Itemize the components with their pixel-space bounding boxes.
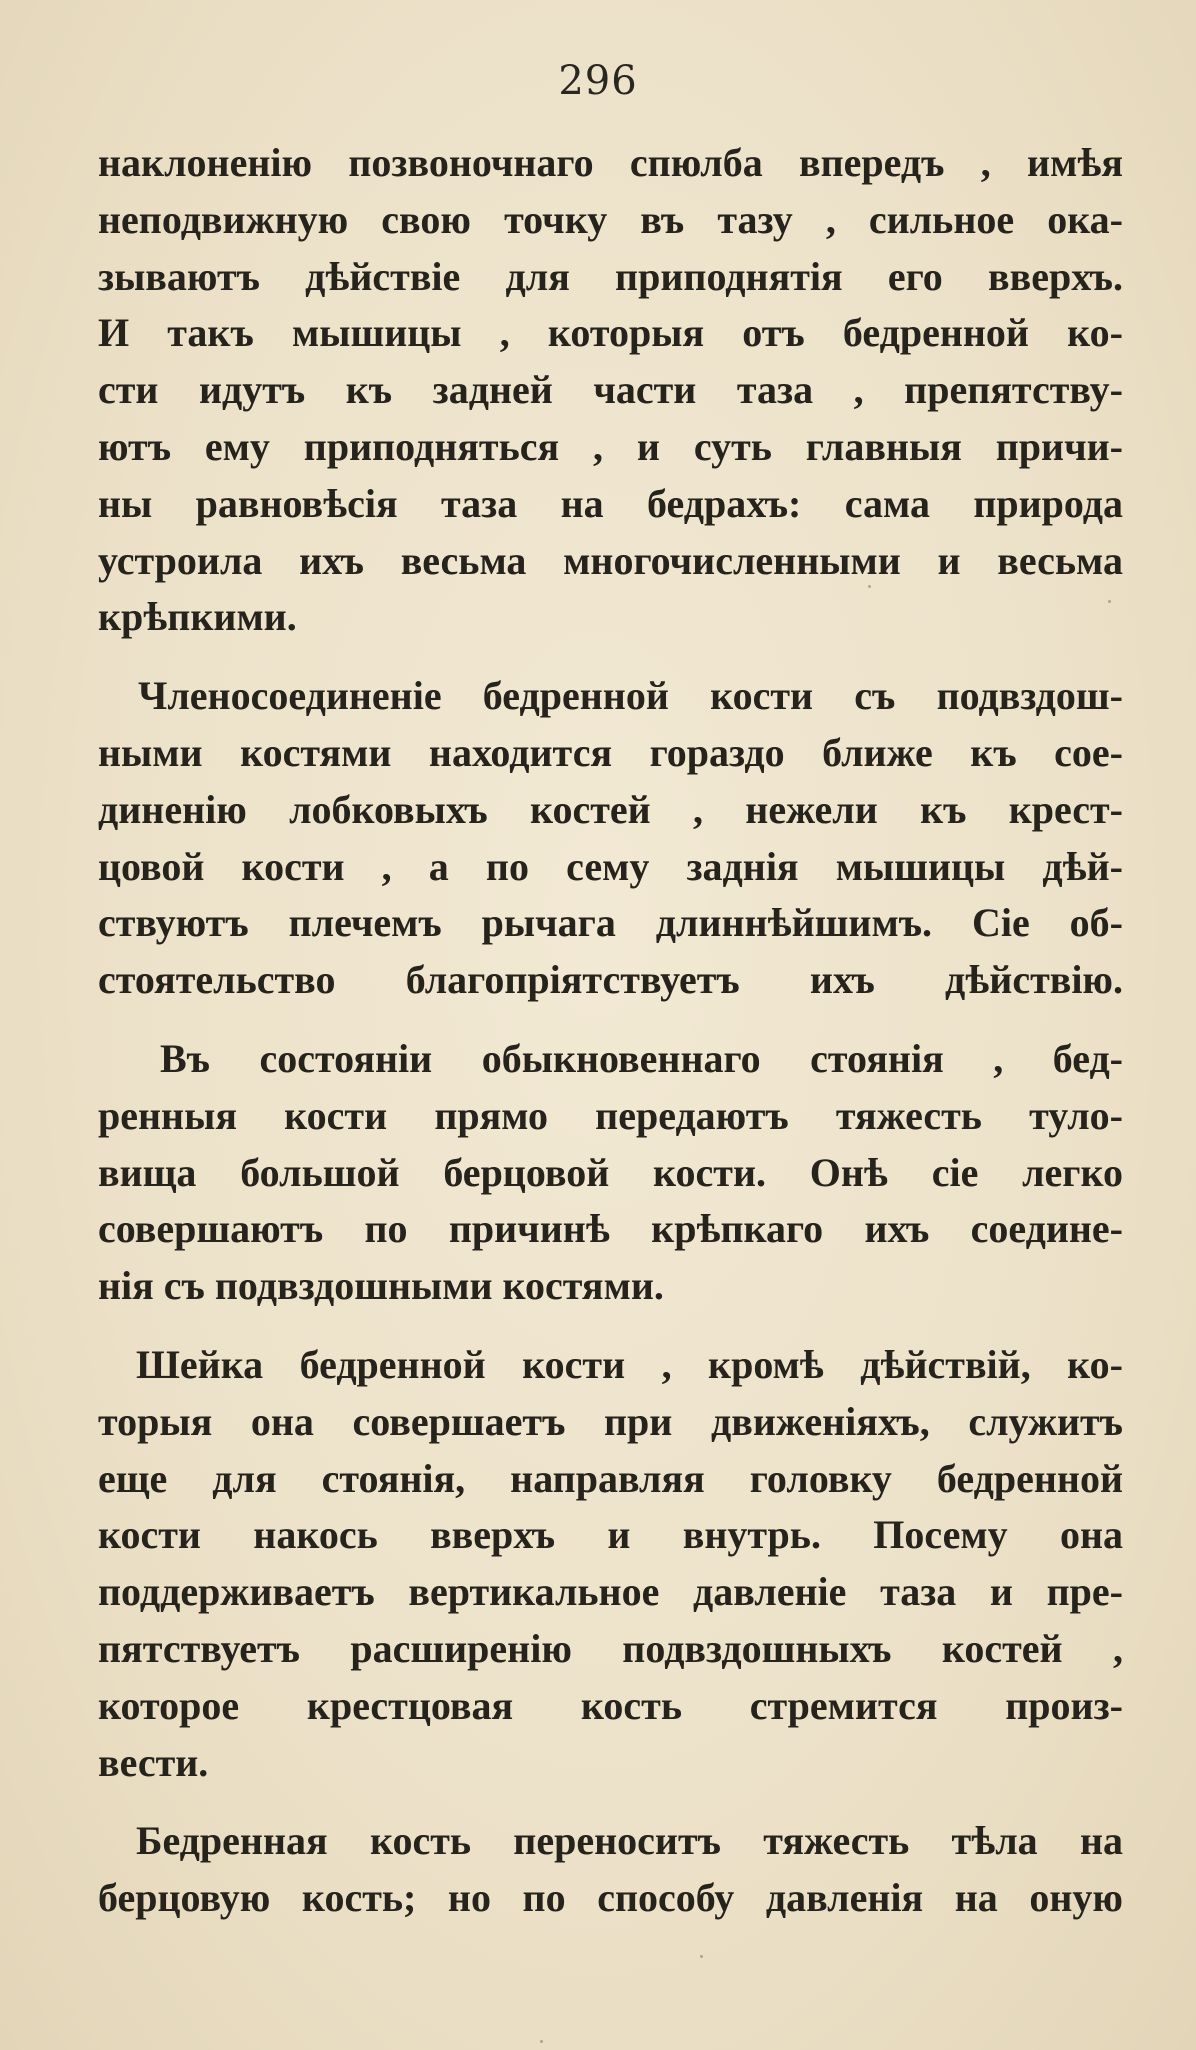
- text-line: совершаютъ по причинѣ крѣпкаго ихъ соедине-: [98, 1206, 1123, 1252]
- text-line: нія съ подвздошными костями.: [98, 1263, 664, 1309]
- paper-speck: [868, 585, 871, 588]
- text-line: ными костями находится гораздо ближе къ сое-: [98, 729, 1123, 775]
- paragraph-4: [98, 1337, 1123, 1791]
- paragraph-5: [98, 1813, 1123, 1927]
- text-line: цовой кости , а по сему заднія мышицы дѣй-: [98, 843, 1123, 889]
- text-line: зываютъ дѣйствіе для приподнятія его вверхъ.: [98, 253, 1123, 299]
- paper-speck: [1108, 600, 1111, 603]
- paper-speck: [540, 2040, 543, 2043]
- paragraph-1: [98, 135, 1123, 646]
- text-line: Бедренная кость переноситъ тяжесть тѣла на: [136, 1818, 1123, 1864]
- text-line: кости накось вверхъ и внутрь. Посему она: [98, 1512, 1123, 1558]
- paragraph-3: [98, 1031, 1123, 1315]
- text-line: пятствуетъ расширенію подвздошныхъ костей ,: [98, 1625, 1123, 1671]
- text-line: ны равновѣсія таза на бедрахъ: сама природа: [98, 480, 1123, 526]
- text-line: крѣпкими.: [98, 594, 297, 640]
- text-line: Шейка бедренной кости , кромѣ дѣйствій, ко-: [136, 1341, 1123, 1387]
- text-line: диненію лобковыхъ костей , нежели къ крест-: [98, 786, 1123, 832]
- text-line: вища большой берцовой кости. Онѣ сіе легко: [98, 1149, 1123, 1195]
- text-line: сти идутъ къ задней части таза , препятству-: [98, 367, 1123, 413]
- body-text: [98, 135, 1123, 1949]
- text-line: Членосоединеніе бедренной кости съ подвздош-: [138, 673, 1123, 719]
- text-line: неподвижную свою точку въ тазу , сильное ока-: [98, 196, 1123, 242]
- text-line: Въ состояніи обыкновеннаго стоянія , бед-: [160, 1035, 1123, 1081]
- text-line: И такъ мышицы , которыя отъ бедренной ко-: [98, 310, 1123, 356]
- text-line: наклоненію позвоночнаго спюлба впередъ , имѣя: [98, 140, 1123, 185]
- paper-speck: [700, 1955, 703, 1958]
- text-line: ствуютъ плечемъ рычага длиннѣйшимъ. Сіе об-: [98, 900, 1123, 946]
- text-line: ренныя кости прямо передаютъ тяжесть туло-: [98, 1092, 1123, 1138]
- page-number: 296: [558, 58, 638, 104]
- text-line: еще для стоянія, направляя головку бедренной: [98, 1455, 1123, 1501]
- text-line: устроила ихъ весьма многочисленными и весьма: [98, 537, 1123, 583]
- text-line: берцовую кость; но по способу давленія на оную: [98, 1875, 1123, 1921]
- text-line: ютъ ему приподняться , и суть главныя причи-: [98, 423, 1123, 469]
- text-line: стоятельство благопріятствуетъ ихъ дѣйствію.: [98, 957, 1123, 1003]
- text-line: поддерживаетъ вертикальное давленіе таза и пре-: [98, 1569, 1123, 1615]
- paragraph-2: [98, 668, 1123, 1009]
- text-line: вести.: [98, 1739, 209, 1785]
- text-line: торыя она совершаетъ при движеніяхъ, служитъ: [98, 1398, 1123, 1444]
- text-line: которое крестцовая кость стремится произ-: [98, 1682, 1123, 1728]
